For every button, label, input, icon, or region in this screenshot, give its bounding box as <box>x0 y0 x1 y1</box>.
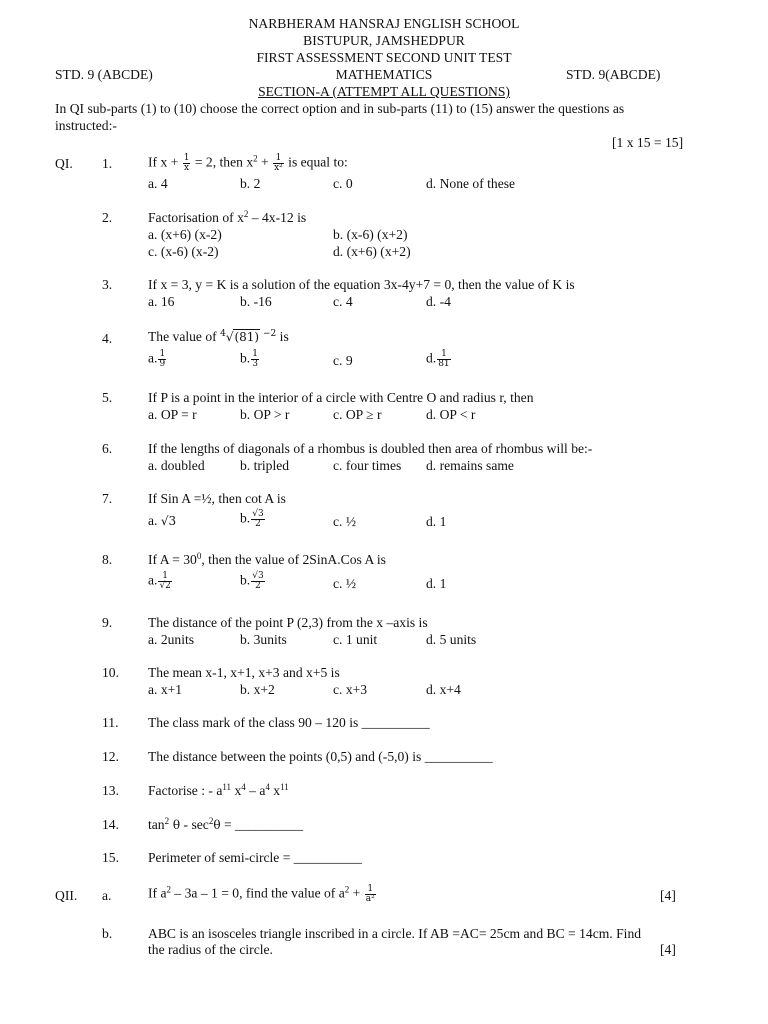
q12-number: 12. <box>102 749 119 764</box>
q4-number: 4. <box>102 331 113 346</box>
q4-text: The value of $^4$√(81) $^{-2}$ is <box>148 329 289 344</box>
q7-option-b: b. $\frac{√3}{2}$ <box>240 509 264 529</box>
qii-label: QII. <box>55 888 78 903</box>
instructions-line2: instructed:- <box>55 118 117 133</box>
q7-text: If Sin A =½, then cot A is <box>148 491 286 506</box>
q2-number: 2. <box>102 210 113 225</box>
q4-option-b: b. $\frac{1}{3}$ <box>240 349 258 369</box>
q10-option-c: c. x+3 <box>333 682 368 697</box>
q11-number: 11. <box>102 715 119 730</box>
qii-b-text-line1: ABC is an isosceles triangle inscribed in a circle. If AB =AC= 25cm and BC = 14cm. Find <box>148 926 642 941</box>
q3-option-c: c. 4 <box>333 294 353 309</box>
q8-number: 8. <box>102 552 113 567</box>
qii-b-number: b. <box>102 926 113 941</box>
q1-option-a: a. 4 <box>148 176 168 191</box>
q4-option-d: d. $\frac{1}{81}$ <box>426 349 450 369</box>
q10-number: 10. <box>102 665 119 680</box>
q4-option-a: a. $\frac{1}{9}$ <box>148 349 166 369</box>
q9-number: 9. <box>102 615 113 630</box>
q14-number: 14. <box>102 817 119 832</box>
qii-b-text-line2: the radius of the circle. <box>148 942 273 957</box>
qii-a-text: If $a^2 - 3a - 1 = 0$, find the value of $a^2$ + $\frac{1}{\text{a²}}$ <box>148 884 375 904</box>
q10-option-b: b. x+2 <box>240 682 275 697</box>
q5-option-c: c. OP ≥ r <box>333 407 382 422</box>
q8-text: If $A = 30^0$, then the value of 2SinA.Cos A is <box>148 551 386 567</box>
qi-label: QI. <box>55 156 73 171</box>
q7-option-c: c. ½ <box>333 514 357 529</box>
qii-a-number: a. <box>102 888 112 903</box>
school-location: BISTUPUR, JAMSHEDPUR <box>303 33 465 48</box>
q6-text: If the lengths of diagonals of a rhombus is doubled then area of rhombus will be:- <box>148 441 593 456</box>
q9-option-b: b. 3units <box>240 632 287 647</box>
std-right: STD. 9(ABCDE) <box>566 67 661 82</box>
q1-number: 1. <box>102 156 113 171</box>
q1-text: If x + $\frac{1}{x}$ = 2, then $x^2$ + $\frac{1}{\text{x²}}$ is equal to: <box>148 153 348 173</box>
q5-option-d: d. OP < r <box>426 407 476 422</box>
q1-option-c: c. 0 <box>333 176 353 191</box>
q9-option-d: d. 5 units <box>426 632 477 647</box>
q6-option-a: a. doubled <box>148 458 205 473</box>
std-left: STD. 9 (ABCDE) <box>55 67 153 82</box>
q3-option-d: d. -4 <box>426 294 451 309</box>
q1-fraction-one-over-x: $\frac{1}{x}$ <box>183 153 190 173</box>
q6-number: 6. <box>102 441 113 456</box>
q5-text: If P is a point in the interior of a circle with Centre O and radius r, then <box>148 390 534 405</box>
q7-option-d: d. 1 <box>426 514 447 529</box>
q7-option-a: a. √3 <box>148 513 177 528</box>
q15-text: Perimeter of semi-circle = __________ <box>148 850 362 865</box>
q5-number: 5. <box>102 390 113 405</box>
q2-option-d: d. (x+6) (x+2) <box>333 244 411 259</box>
q9-option-c: c. 1 unit <box>333 632 378 647</box>
qii-b-marks: [4] <box>660 942 676 957</box>
qii-a-marks: [4] <box>660 888 676 903</box>
q3-option-a: a. 16 <box>148 294 175 309</box>
q8-option-b: b. $\frac{√3}{2}$ <box>240 571 264 591</box>
qii-a-fraction: $\frac{1}{\text{a²}}$ <box>365 884 375 904</box>
q6-option-b: b. tripled <box>240 458 290 473</box>
q7-number: 7. <box>102 491 113 506</box>
q2-option-c: c. (x-6) (x-2) <box>148 244 219 259</box>
q5-option-a: a. OP = r <box>148 407 197 422</box>
q9-option-a: a. 2units <box>148 632 195 647</box>
q1-fraction-one-over-x-squared: $\frac{1}{\text{x²}}$ <box>274 153 283 173</box>
q8-option-a: a. $\frac{1}{√2}$ <box>148 571 171 591</box>
q4-fourth-root: $^4$√(81) <box>220 329 260 344</box>
q3-text: If x = 3, y = K is a solution of the equation 3x-4y+7 = 0, then the value of K is <box>148 277 575 292</box>
q12-text: The distance between the points (0,5) and (-5,0) is __________ <box>148 749 493 764</box>
q9-text: The distance of the point P (2,3) from the x –axis is <box>148 615 428 630</box>
q6-option-c: c. four times <box>333 458 402 473</box>
q10-option-d: d. x+4 <box>426 682 461 697</box>
exam-title: FIRST ASSESSMENT SECOND UNIT TEST <box>256 50 512 65</box>
q1-option-b: b. 2 <box>240 176 261 191</box>
q5-option-b: b. OP > r <box>240 407 290 422</box>
subject-title: MATHEMATICS <box>335 67 433 82</box>
q3-number: 3. <box>102 277 113 292</box>
q14-text: $\tan^2 \theta - \sec^2\theta$ = __________ <box>148 816 304 832</box>
q2-option-b: b. (x-6) (x+2) <box>333 227 408 242</box>
q8-option-d: d. 1 <box>426 576 447 591</box>
q2-option-a: a. (x+6) (x-2) <box>148 227 222 242</box>
q13-text: Factorise : - $a^{11}$ $x^4 - a^4$ $x^{11}$ <box>148 782 289 798</box>
q11-text: The class mark of the class 90 – 120 is __________ <box>148 715 430 730</box>
q6-option-d: d. remains same <box>426 458 514 473</box>
q1-option-d: d. None of these <box>426 176 516 191</box>
q8-option-c: c. ½ <box>333 576 357 591</box>
q3-option-b: b. -16 <box>240 294 272 309</box>
q10-text: The mean x-1, x+1, x+3 and x+5 is <box>148 665 340 680</box>
section-heading: SECTION-A (ATTEMPT ALL QUESTIONS) <box>258 84 510 99</box>
q15-number: 15. <box>102 850 119 865</box>
instructions-line1: In QI sub-parts (1) to (10) choose the correct option and in sub-parts (11) to (15) answer the questions as <box>55 101 625 116</box>
section-marks: [1 x 15 = 15] <box>612 135 684 150</box>
q4-option-c: c. 9 <box>333 353 353 368</box>
q2-text: Factorisation of $x^2 - 4x-12$ is <box>148 209 307 225</box>
school-name: NARBHERAM HANSRAJ ENGLISH SCHOOL <box>248 16 520 31</box>
q13-number: 13. <box>102 783 119 798</box>
q10-option-a: a. x+1 <box>148 682 183 697</box>
